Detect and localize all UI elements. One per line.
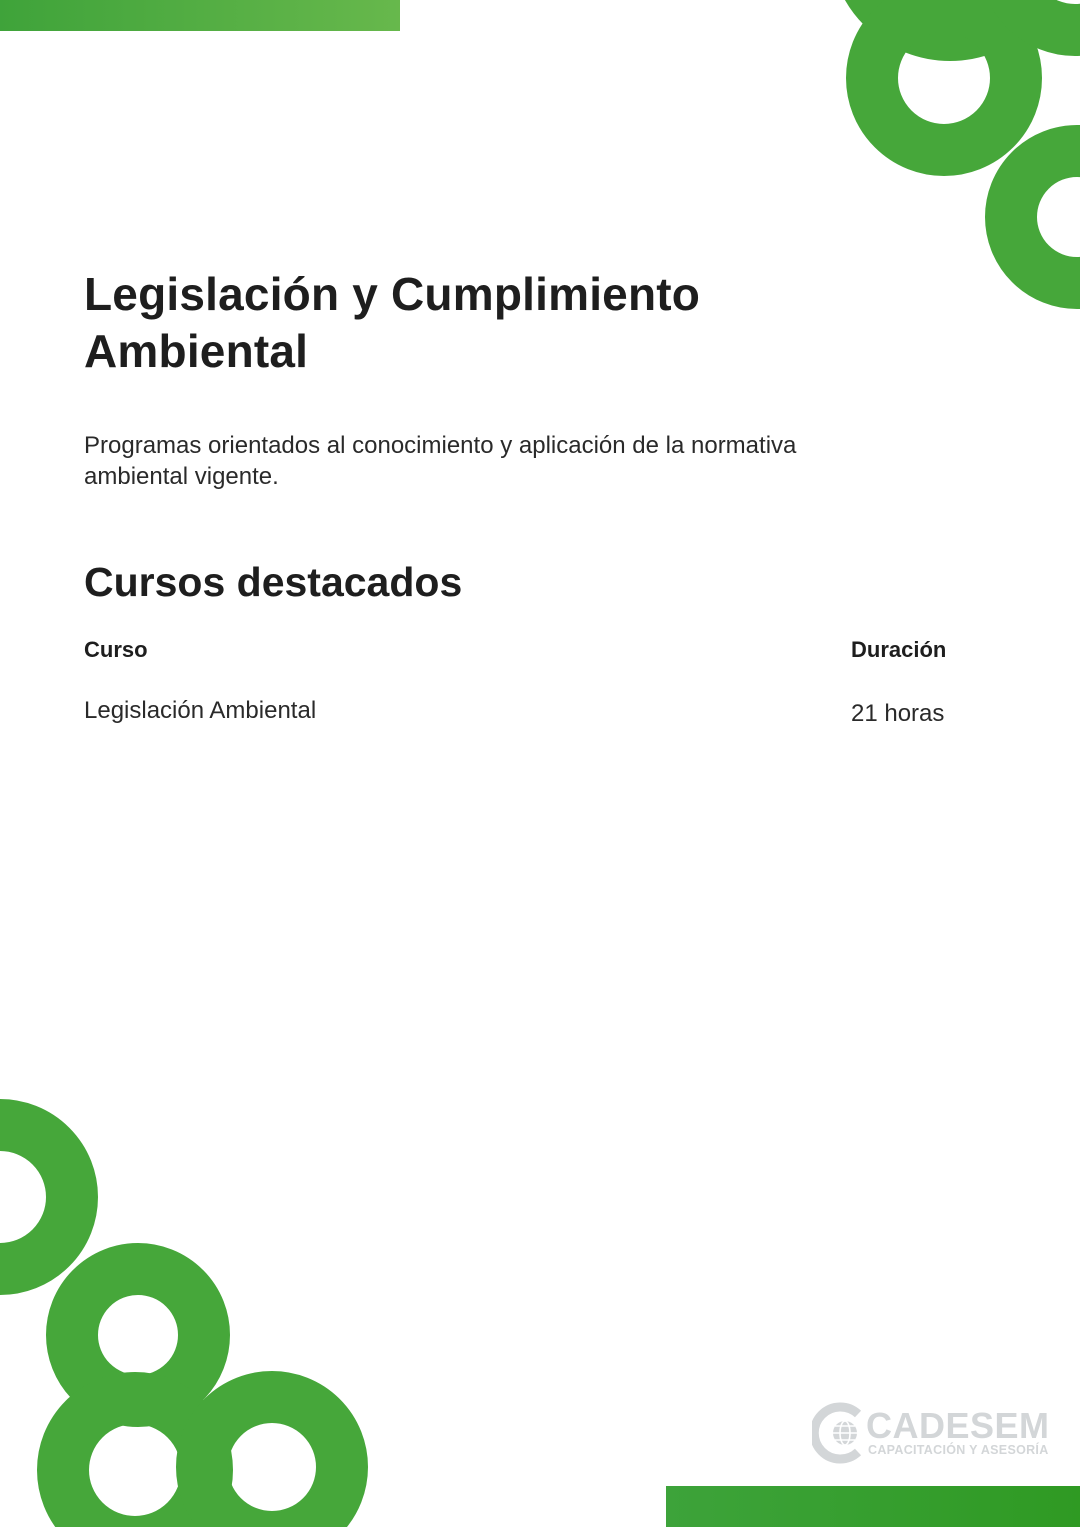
globe-c-icon [812, 1402, 868, 1464]
brand-name: CADESEM [866, 1405, 1050, 1446]
brand-tagline: CAPACITACIÓN Y ASESORÍA [868, 1443, 1049, 1457]
bottom-left-decoration [0, 1090, 380, 1527]
bottom-accent-bar [666, 1486, 1080, 1527]
column-header-duration: Duración [851, 637, 947, 662]
page-description: Programas orientados al conocimiento y aplicación de la normativa ambiental vigente. [84, 432, 797, 490]
courses-heading: Cursos destacados [84, 559, 463, 605]
brand-logo [812, 1402, 1050, 1466]
course-duration-cell: 21 horas [851, 700, 945, 727]
course-name-cell: Legislación Ambiental [84, 697, 317, 724]
top-accent-bar [0, 0, 400, 31]
column-header-course: Curso [84, 637, 148, 662]
page-title: Legislación y Cumplimiento Ambiental [84, 268, 701, 377]
